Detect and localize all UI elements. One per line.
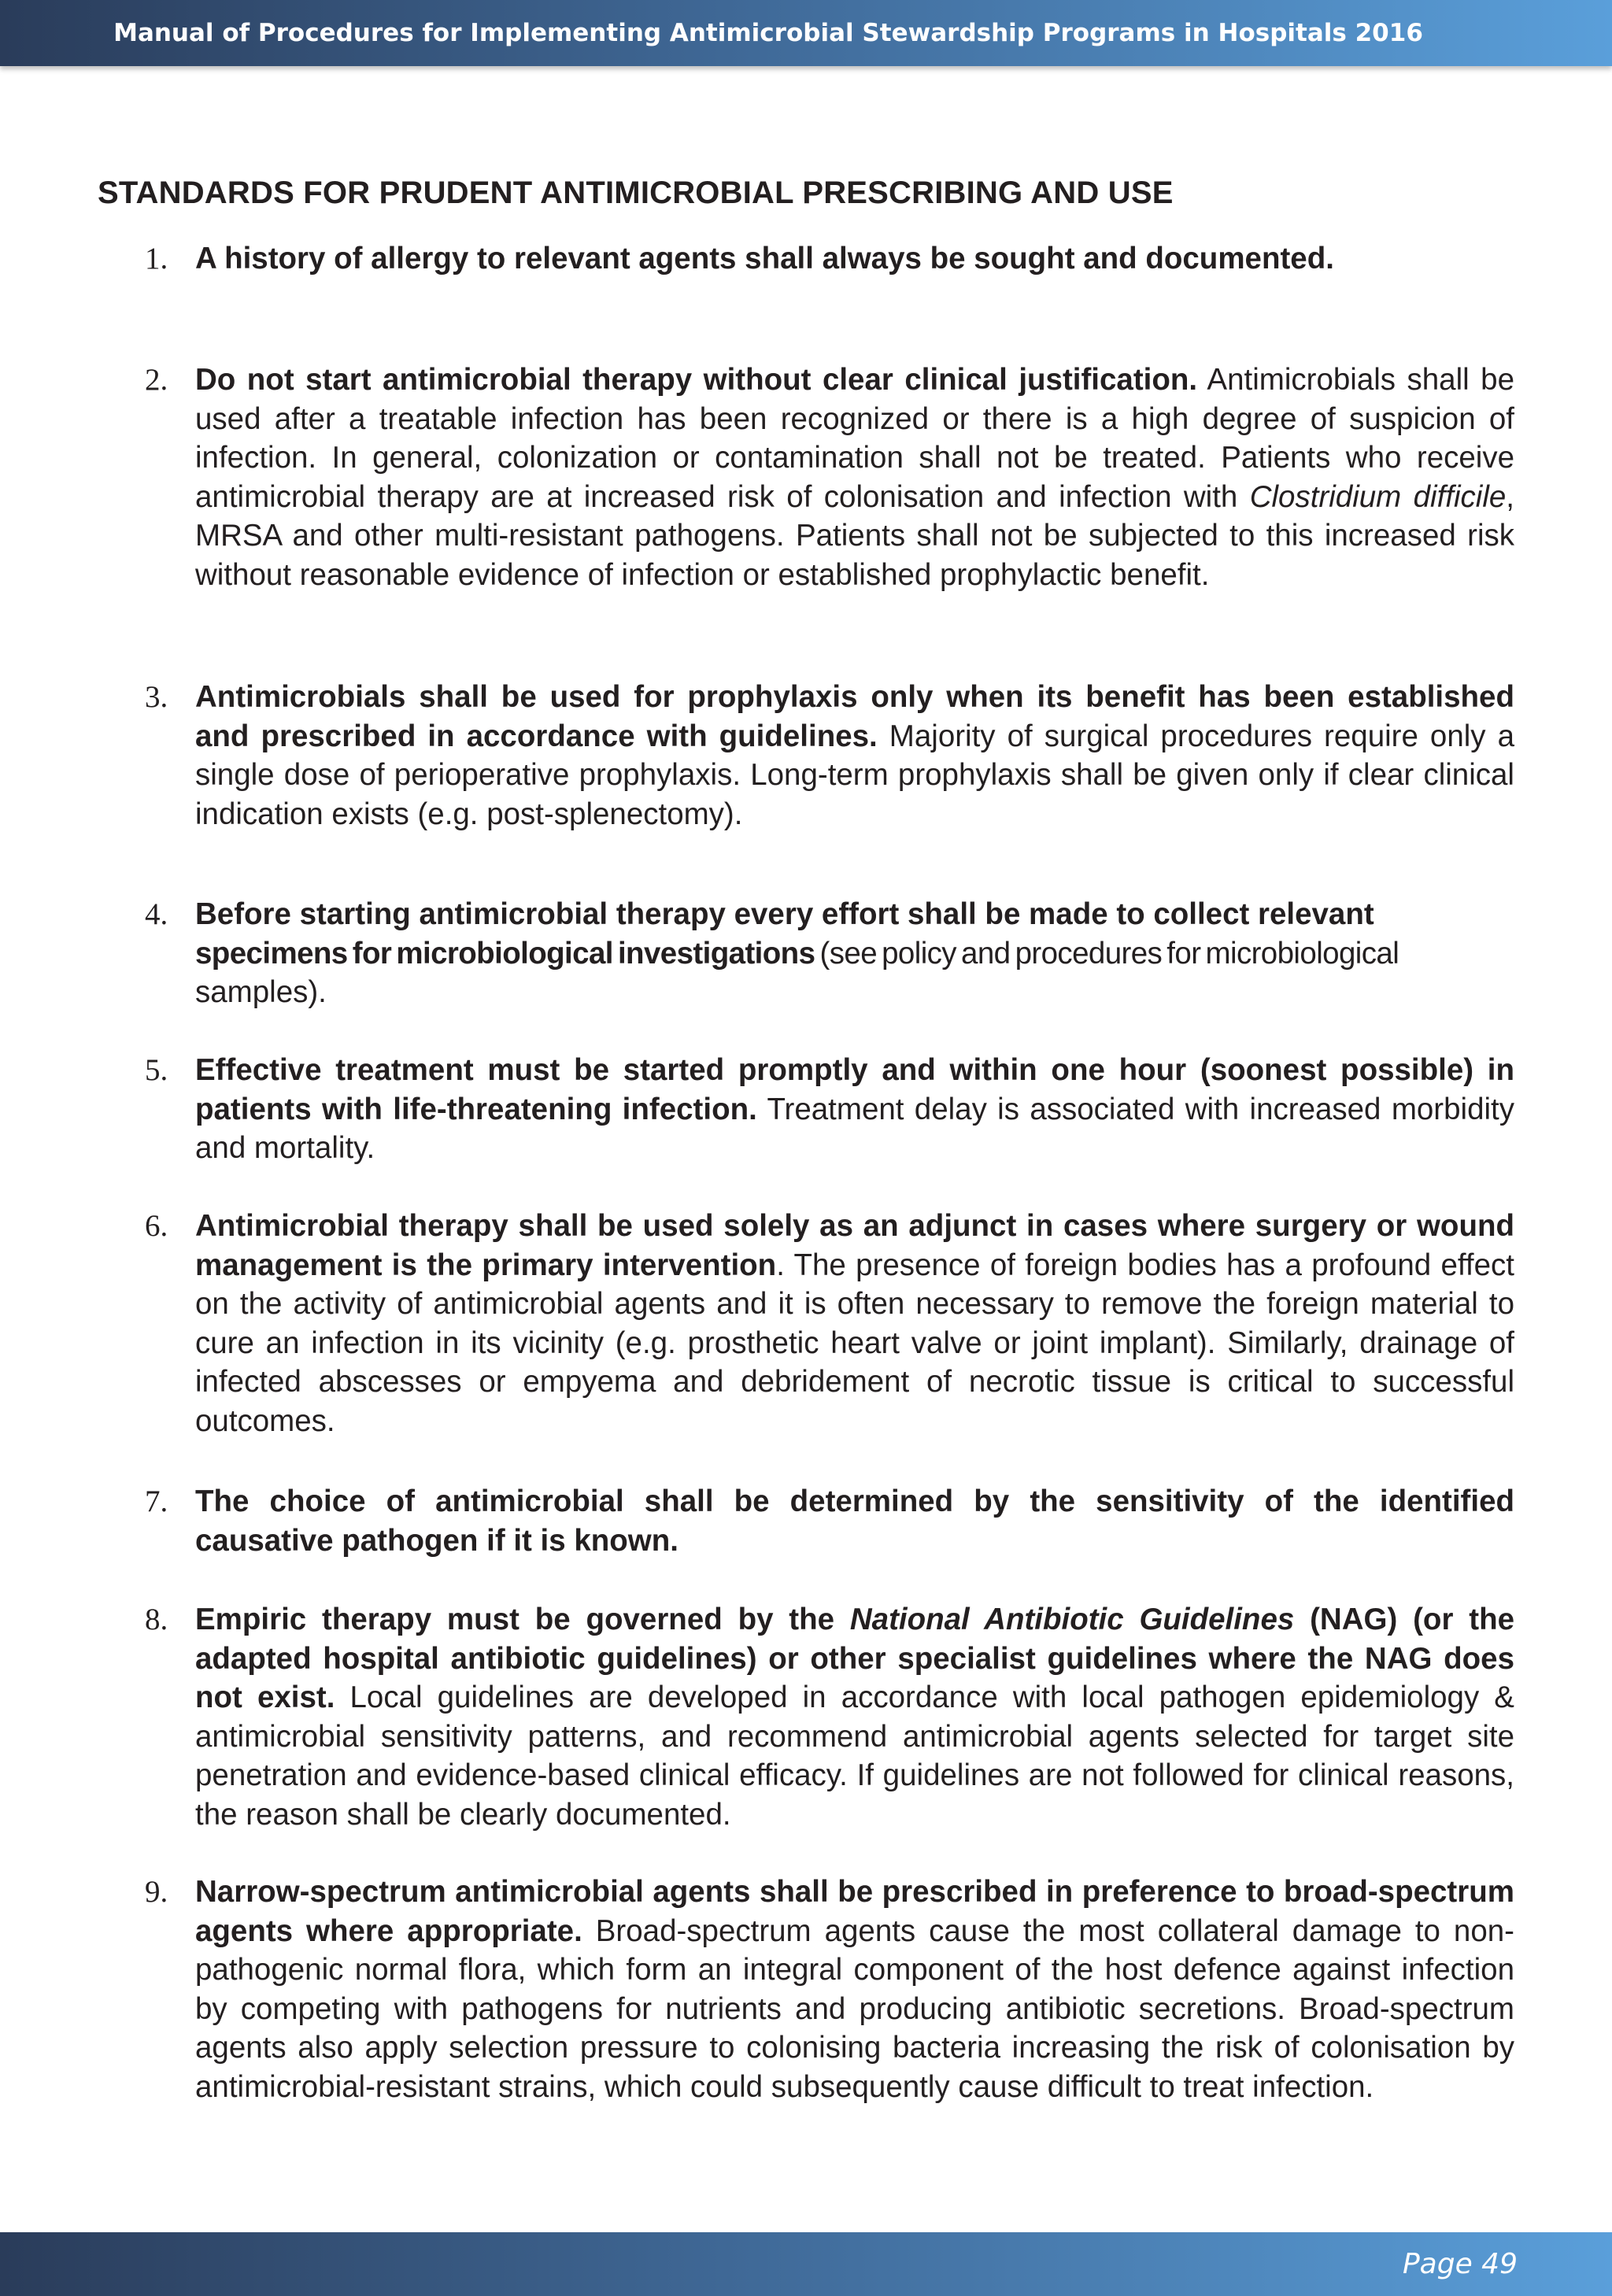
item-text: Antimicrobials shall be used after a treatable infection has been recognized or there is a high degree of suspicion of infection. In general, colonization or contamination shall not be treated. Patients who receive antimicrobial therapy are at increased risk of colonisation and infection with <box>195 363 1514 514</box>
standard-item-7 <box>145 1482 1514 1560</box>
item-number: 8. <box>145 1603 168 1636</box>
item-number: 6. <box>145 1209 168 1243</box>
item-number: 9. <box>145 1875 168 1909</box>
item-number: 5. <box>145 1053 168 1087</box>
standard-item-6 <box>145 1207 1514 1440</box>
item-bold-text: A history of allergy to relevant agents shall always be sought and documented. <box>195 242 1334 275</box>
item-number: 4. <box>145 897 168 931</box>
item-bold-italic-text: National Antibiotic Guidelines <box>849 1603 1295 1636</box>
item-bold-text: (NAG) (or the adapted hospital antibiotic guidelines) or other specialist guidelines where the NAG does not exist. <box>195 1603 1514 1714</box>
standard-item-5 <box>145 1051 1514 1168</box>
standard-item-8 <box>145 1600 1514 1834</box>
item-number: 7. <box>145 1484 168 1518</box>
header-bar <box>0 0 1612 66</box>
standard-item-3 <box>145 678 1514 834</box>
standard-item-9 <box>145 1873 1514 2106</box>
item-bold-text: Antimicrobials shall be used for prophylaxis only when its benefit has been established and prescribed in accordance with guidelines. <box>195 680 1514 753</box>
item-bold-text: Before starting antimicrobial therapy every effort shall be made to collect relevant <box>195 897 1374 931</box>
item-bold-text: Empiric therapy must be governed by the <box>195 1603 850 1636</box>
item-bold-text: The choice of antimicrobial shall be determined by the sensitivity of the identified causative pathogen if it is known. <box>195 1484 1514 1558</box>
section-title: STANDARDS FOR PRUDENT ANTIMICROBIAL PRESCRIBING AND USE <box>98 176 1174 210</box>
item-text: . The presence of foreign bodies has a profound effect on the activity of antimicrobial agents and it is often necessary to remove the foreign material to cure an infection in its vicinity (e.g. prosthetic heart valve or joint implant). Similarly, drainage of infected abscesses or empyema and debridement of necrotic tissue is critical to successful outcomes. <box>195 1248 1514 1438</box>
item-text: Local guidelines are developed in accordance with local pathogen epidemiology & antimicrobial sensitivity patterns, and recommend antimicrobial agents selected for target site penetration and evidence-based clinical efficacy. If guidelines are not followed for clinical reasons, the reason shall be clearly documented. <box>195 1680 1514 1832</box>
item-number: 3. <box>145 680 168 714</box>
standard-item-4 <box>145 895 1514 1012</box>
item-bold-text: Do not start antimicrobial therapy without clear clinical justification. <box>195 363 1198 397</box>
item-bold-text: specimens for microbiological investigations <box>195 936 815 971</box>
item-bold-text: Narrow-spectrum antimicrobial agents shall be prescribed in preference to broad-spectrum agents where appropriate. <box>195 1875 1514 1948</box>
item-text: Broad-spectrum agents cause the most collateral damage to non-pathogenic normal flora, which form an integral component of the host defence against infection by competing with pathogens for nutrients and producing antibiotic secretions. Broad-spectrum agents also apply selection pressure to colonising bacteria increasing the risk of colonisation by antimicrobial-resistant strains, which could subsequently cause difficult to treat infection. <box>195 1913 1514 2104</box>
item-text: Treatment delay is associated with increased morbidity and mortality. <box>195 1092 1514 1165</box>
item-bold-text: Antimicrobial therapy shall be used solely as an adjunct in cases where surgery or wound management is the primary intervention <box>195 1209 1514 1282</box>
footer-bar <box>0 2232 1612 2296</box>
page-number: Page 49 <box>1402 2248 1518 2280</box>
item-text: Majority of surgical procedures require only a single dose of perioperative prophylaxis. Long-term prophylaxis shall be given only if clear clinical indication exists (e.g. post-splenectomy). <box>195 719 1514 831</box>
item-number: 1. <box>145 242 168 275</box>
item-text: (see policy and procedures for microbiological <box>819 936 1399 971</box>
header-title: Manual of Procedures for Implementing Antimicrobial Stewardship Programs in Hospitals 2016 <box>113 19 1423 47</box>
item-bold-text: Effective treatment must be started promptly and within one hour (soonest possible) in patients with life-threatening infection. <box>195 1053 1514 1126</box>
standard-item-2 <box>145 360 1514 594</box>
standard-item-1 <box>145 239 1514 279</box>
item-italic-text: Clostridium difficile <box>1249 479 1507 514</box>
item-text: samples). <box>195 975 327 1009</box>
item-text: , MRSA and other multi-resistant pathogens. Patients shall not be subjected to this increased risk without reasonable evidence of infection or established prophylactic benefit. <box>195 479 1514 592</box>
item-number: 2. <box>145 363 168 397</box>
